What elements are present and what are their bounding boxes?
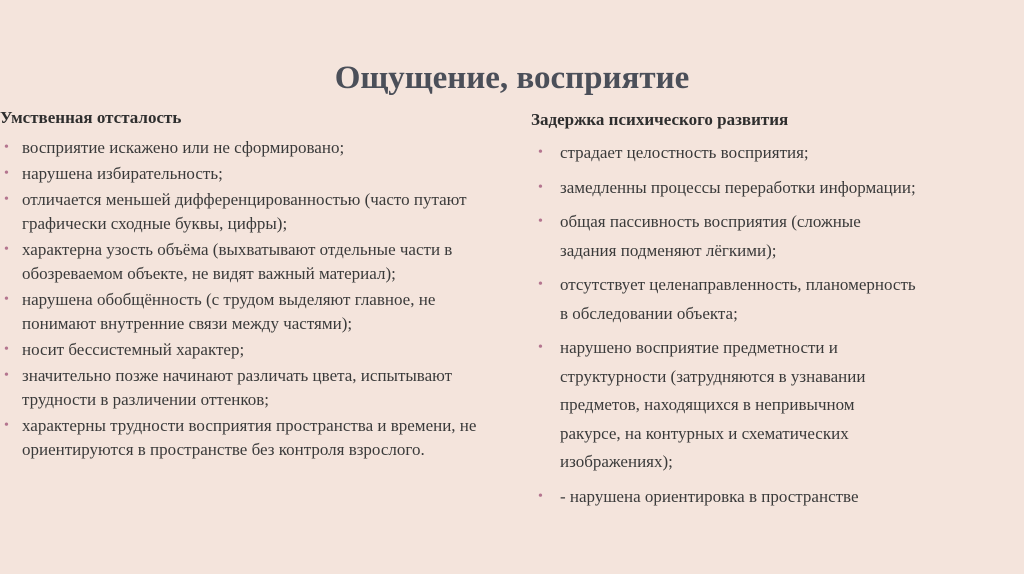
slide-title: Ощущение, восприятие	[334, 60, 690, 96]
list-item-text: нарушена избирательность;	[22, 164, 223, 183]
list-item-text: характерны трудности восприятия пространства и времени, не ориентируются в пространстве без контроля взрослого.	[22, 416, 477, 459]
bullet-icon: •	[538, 179, 543, 195]
left-bullet-list	[0, 136, 500, 464]
list-item	[538, 483, 918, 512]
list-item-text: отсутствует целенаправленность, планомерность в обследовании объекта;	[560, 275, 916, 323]
list-item	[0, 238, 500, 286]
list-item-text: значительно позже начинают различать цвета, испытывают трудности в различении оттенков;	[22, 366, 453, 409]
list-item-text: замедленны процессы переработки информации;	[560, 177, 916, 197]
list-item-text: - нарушена ориентировка в пространстве	[560, 486, 859, 506]
list-item	[0, 288, 500, 336]
list-item	[0, 188, 500, 236]
list-item	[538, 139, 918, 168]
list-item	[538, 271, 918, 328]
list-item-text: страдает целостность восприятия;	[560, 143, 809, 162]
right-column-heading: Задержка психического развития	[531, 110, 789, 129]
list-item	[0, 162, 500, 186]
list-item-text: характерна узость объёма (выхватывают отдельные части в обозреваемом объекте, не видят важный материал);	[22, 240, 453, 283]
bullet-icon: •	[4, 166, 9, 181]
list-item-text: общая пассивность восприятия (сложные задания подменяют лёгкими);	[560, 212, 861, 260]
list-item-text: нарушено восприятие предметности и структурности (затрудняются в узнавании предметов, находящихся в непривычном ракурсе, на контурных и схематических изображениях);	[560, 338, 866, 471]
bullet-icon: •	[4, 368, 9, 383]
bullet-icon: •	[538, 488, 543, 504]
bullet-icon: •	[4, 292, 9, 307]
list-item	[538, 334, 918, 477]
list-item	[0, 338, 500, 362]
list-item-text: носит бессистемный характер;	[22, 340, 245, 359]
bullet-icon: •	[4, 140, 9, 155]
bullet-icon: •	[538, 340, 543, 355]
bullet-icon: •	[538, 277, 543, 292]
list-item	[0, 414, 500, 462]
bullet-icon: •	[538, 145, 543, 160]
right-bullet-list	[538, 139, 918, 517]
list-item	[0, 364, 500, 412]
bullet-icon: •	[4, 418, 9, 433]
bullet-icon: •	[4, 342, 9, 357]
bullet-icon: •	[538, 214, 543, 229]
left-column-heading: Умственная отсталость	[0, 108, 182, 127]
list-item	[538, 174, 918, 203]
bullet-icon: •	[4, 192, 9, 207]
list-item	[538, 208, 918, 265]
list-item	[0, 136, 500, 160]
bullet-icon: •	[4, 242, 9, 257]
list-item-text: отличается меньшей дифференцированностью (часто путают графически сходные буквы, цифры);	[22, 190, 467, 233]
list-item-text: восприятие искажено или не сформировано;	[22, 138, 345, 157]
list-item-text: нарушена обобщённость (с трудом выделяют главное, не понимают внутренние связи между частями);	[22, 290, 436, 333]
